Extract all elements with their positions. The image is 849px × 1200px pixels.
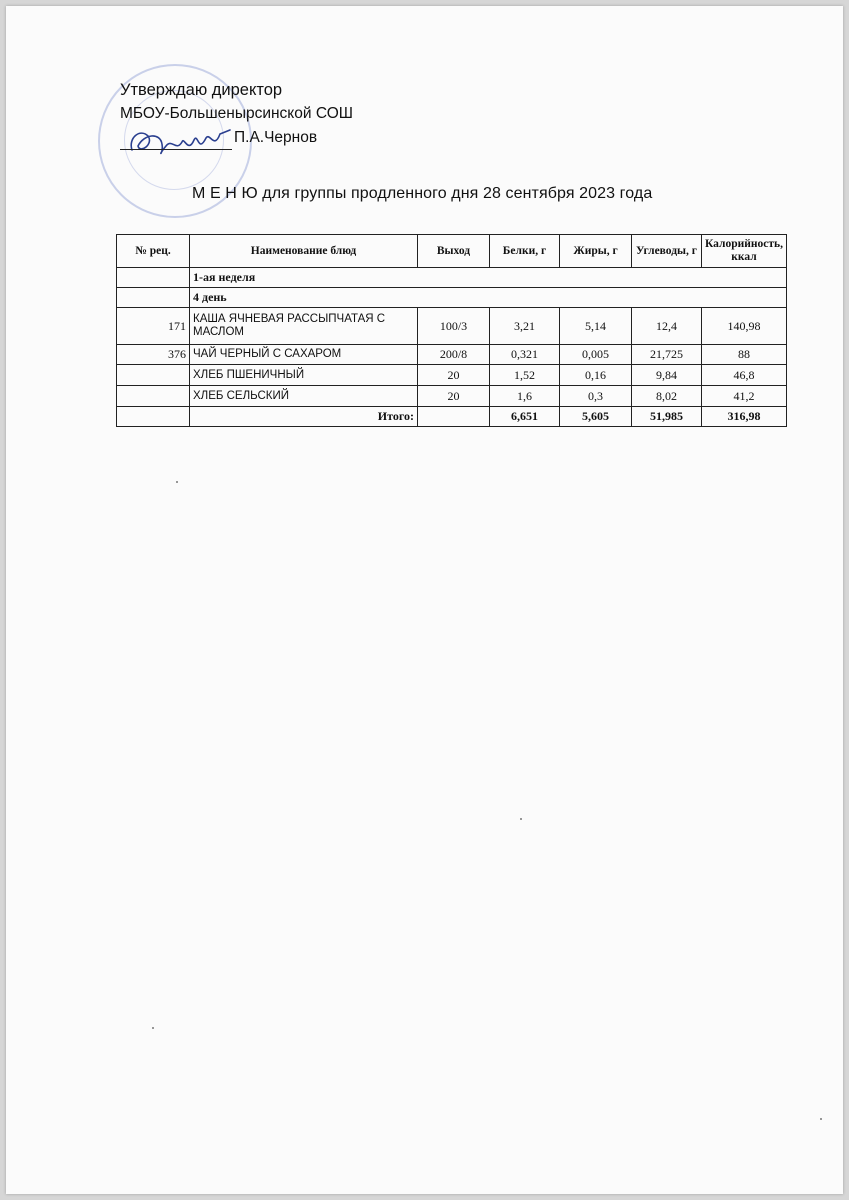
row-dish-name: КАША ЯЧНЕВАЯ РАССЫПЧАТАЯ С МАСЛОМ <box>190 308 418 345</box>
approval-line-director: Утверждаю директор <box>120 81 283 99</box>
signature-row <box>120 126 353 150</box>
row-output: 20 <box>418 365 490 386</box>
table-header-row <box>117 235 787 268</box>
row-output: 100/3 <box>418 308 490 345</box>
row-kcal: 88 <box>702 345 787 365</box>
menu-title: М Е Н Ю для группы продленного дня 28 сентября 2023 года <box>192 185 653 202</box>
signature-blank-line <box>120 131 232 150</box>
menu-table <box>116 234 787 427</box>
row-fat: 5,14 <box>560 308 632 345</box>
week-row <box>117 268 787 288</box>
header-rec: № рец. <box>117 235 190 268</box>
total-row <box>117 407 787 427</box>
row-protein: 3,21 <box>490 308 560 345</box>
row-carbs: 9,84 <box>632 365 702 386</box>
approval-line-school: МБОУ-Большенырсинской СОШ <box>120 105 353 122</box>
scan-speck <box>152 1027 154 1029</box>
row-carbs: 12,4 <box>632 308 702 345</box>
row-dish-name: ЧАЙ ЧЕРНЫЙ С САХАРОМ <box>190 345 418 365</box>
row-protein: 1,52 <box>490 365 560 386</box>
scan-speck <box>176 481 178 483</box>
scan-speck <box>520 818 522 820</box>
row-fat: 0,16 <box>560 365 632 386</box>
row-kcal: 46,8 <box>702 365 787 386</box>
total-row-blank <box>117 407 190 427</box>
week-label: 1-ая неделя <box>190 268 787 288</box>
total-output-blank <box>418 407 490 427</box>
header-name: Наименование блюд <box>190 235 418 268</box>
total-label: Итого: <box>190 407 418 427</box>
row-dish-name: ХЛЕБ ПШЕНИЧНЫЙ <box>190 365 418 386</box>
table-row <box>117 386 787 407</box>
day-row-blank <box>117 288 190 308</box>
week-row-blank <box>117 268 190 288</box>
table-row <box>117 345 787 365</box>
row-fat: 0,3 <box>560 386 632 407</box>
total-carbs: 51,985 <box>632 407 702 427</box>
row-rec: 171 <box>117 308 190 345</box>
table-row <box>117 308 787 345</box>
row-fat: 0,005 <box>560 345 632 365</box>
row-rec: 376 <box>117 345 190 365</box>
total-fat: 5,605 <box>560 407 632 427</box>
approval-block <box>120 78 353 150</box>
header-fat: Жиры, г <box>560 235 632 268</box>
row-rec <box>117 386 190 407</box>
row-kcal: 41,2 <box>702 386 787 407</box>
scan-speck <box>820 1118 822 1120</box>
day-row <box>117 288 787 308</box>
row-carbs: 21,725 <box>632 345 702 365</box>
table-row <box>117 365 787 386</box>
header-carbs: Углеводы, г <box>632 235 702 268</box>
header-kcal: Калорийность, ккал <box>702 235 787 268</box>
row-protein: 0,321 <box>490 345 560 365</box>
row-kcal: 140,98 <box>702 308 787 345</box>
row-output: 200/8 <box>418 345 490 365</box>
header-output: Выход <box>418 235 490 268</box>
row-carbs: 8,02 <box>632 386 702 407</box>
header-protein: Белки, г <box>490 235 560 268</box>
total-protein: 6,651 <box>490 407 560 427</box>
row-rec <box>117 365 190 386</box>
signer-name: П.А.Чернов <box>234 129 318 146</box>
total-kcal: 316,98 <box>702 407 787 427</box>
row-output: 20 <box>418 386 490 407</box>
day-label: 4 день <box>190 288 787 308</box>
row-dish-name: ХЛЕБ СЕЛЬСКИЙ <box>190 386 418 407</box>
row-protein: 1,6 <box>490 386 560 407</box>
